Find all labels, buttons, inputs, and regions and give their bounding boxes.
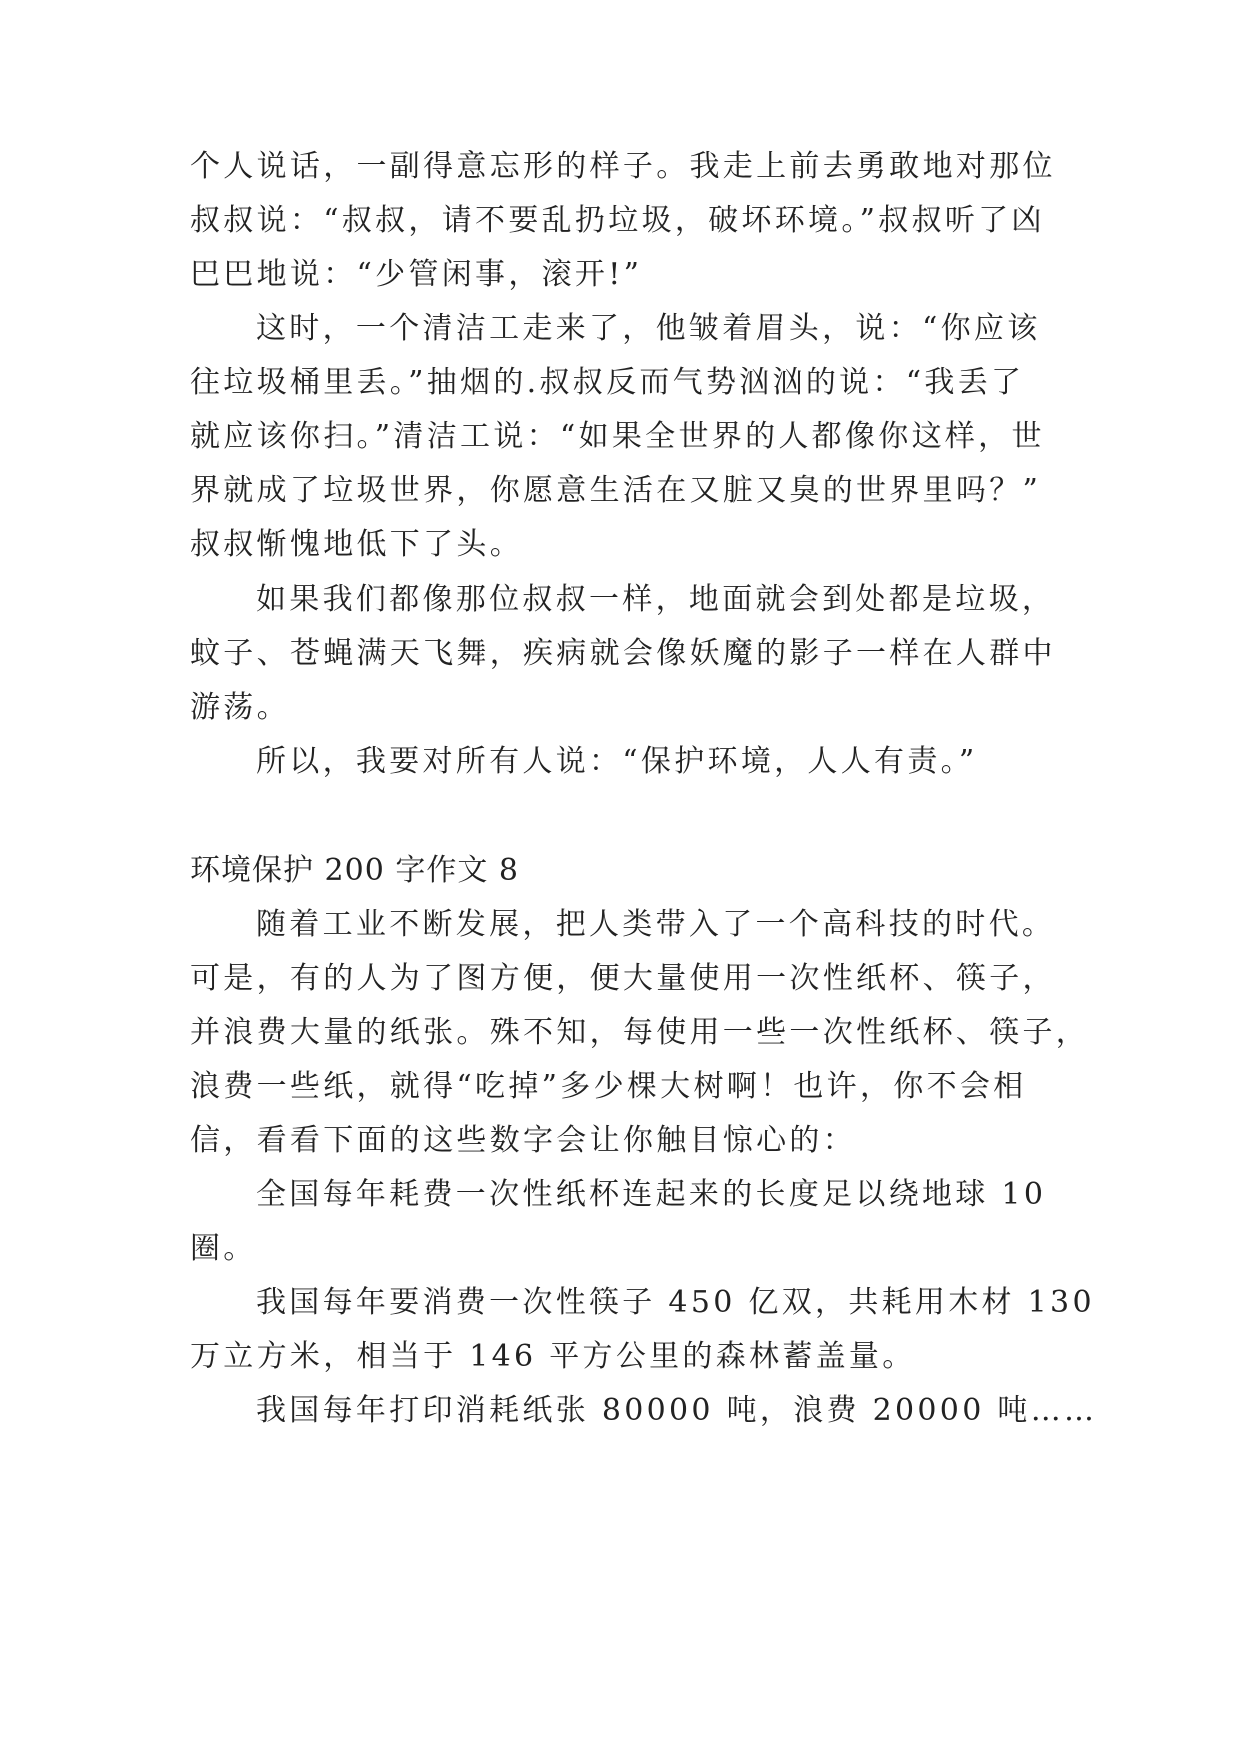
paragraph-first-line: 我国每年要消费一次性筷子 450 亿双，共耗用木材 130 bbox=[256, 1285, 1095, 1320]
text-line: 往垃圾桶里丢。”抽烟的.叔叔反而气势汹汹的说：“我丢了 bbox=[190, 365, 1025, 400]
text-line: 游荡。 bbox=[190, 690, 290, 725]
text-line: 个人说话，一副得意忘形的样子。我走上前去勇敢地对那位 bbox=[190, 149, 1056, 184]
text-line: 信，看看下面的这些数字会让你触目惊心的： bbox=[190, 1123, 856, 1158]
paragraph-first-line: 所以，我要对所有人说：“保护环境，人人有责。” bbox=[256, 744, 978, 779]
text-line: 就应该你扫。”清洁工说：“如果全世界的人都像你这样，世 bbox=[190, 419, 1045, 454]
text-line: 巴巴地说：“少管闲事，滚开!” bbox=[190, 257, 643, 292]
text-line: 叔叔说：“叔叔，请不要乱扔垃圾，破坏环境。”叔叔听了凶 bbox=[190, 203, 1045, 238]
paragraph-first-line: 如果我们都像那位叔叔一样，地面就会到处都是垃圾， bbox=[256, 582, 1056, 617]
text-line: 圈。 bbox=[190, 1231, 257, 1266]
text-line: 蚊子、苍蝇满天飞舞，疾病就会像妖魔的影子一样在人群中 bbox=[190, 636, 1056, 671]
paragraph-first-line: 随着工业不断发展，把人类带入了一个高科技的时代。 bbox=[256, 907, 1056, 942]
text-line: 万立方米，相当于 146 平方公里的森林蓄盖量。 bbox=[190, 1339, 916, 1374]
text-line: 界就成了垃圾世界，你愿意生活在又脏又臭的世界里吗？” bbox=[190, 473, 1042, 508]
paragraph-first-line: 我国每年打印消耗纸张 80000 吨，浪费 20000 吨…… bbox=[256, 1393, 1098, 1428]
paragraph-first-line: 这时，一个清洁工走来了，他皱着眉头，说：“你应该 bbox=[256, 311, 1041, 346]
essay-title: 环境保护 200 字作文 8 bbox=[190, 853, 519, 888]
text-line: 并浪费大量的纸张。殊不知，每使用一些一次性纸杯、筷子， bbox=[190, 1015, 1090, 1050]
text-line: 浪费一些纸，就得“吃掉”多少棵大树啊！也许，你不会相 bbox=[190, 1069, 1027, 1104]
paragraph-first-line: 全国每年耗费一次性纸杯连起来的长度足以绕地球 10 bbox=[256, 1177, 1047, 1212]
text-line: 可是，有的人为了图方便，便大量使用一次性纸杯、筷子， bbox=[190, 961, 1056, 996]
text-line: 叔叔惭愧地低下了头。 bbox=[190, 527, 523, 562]
